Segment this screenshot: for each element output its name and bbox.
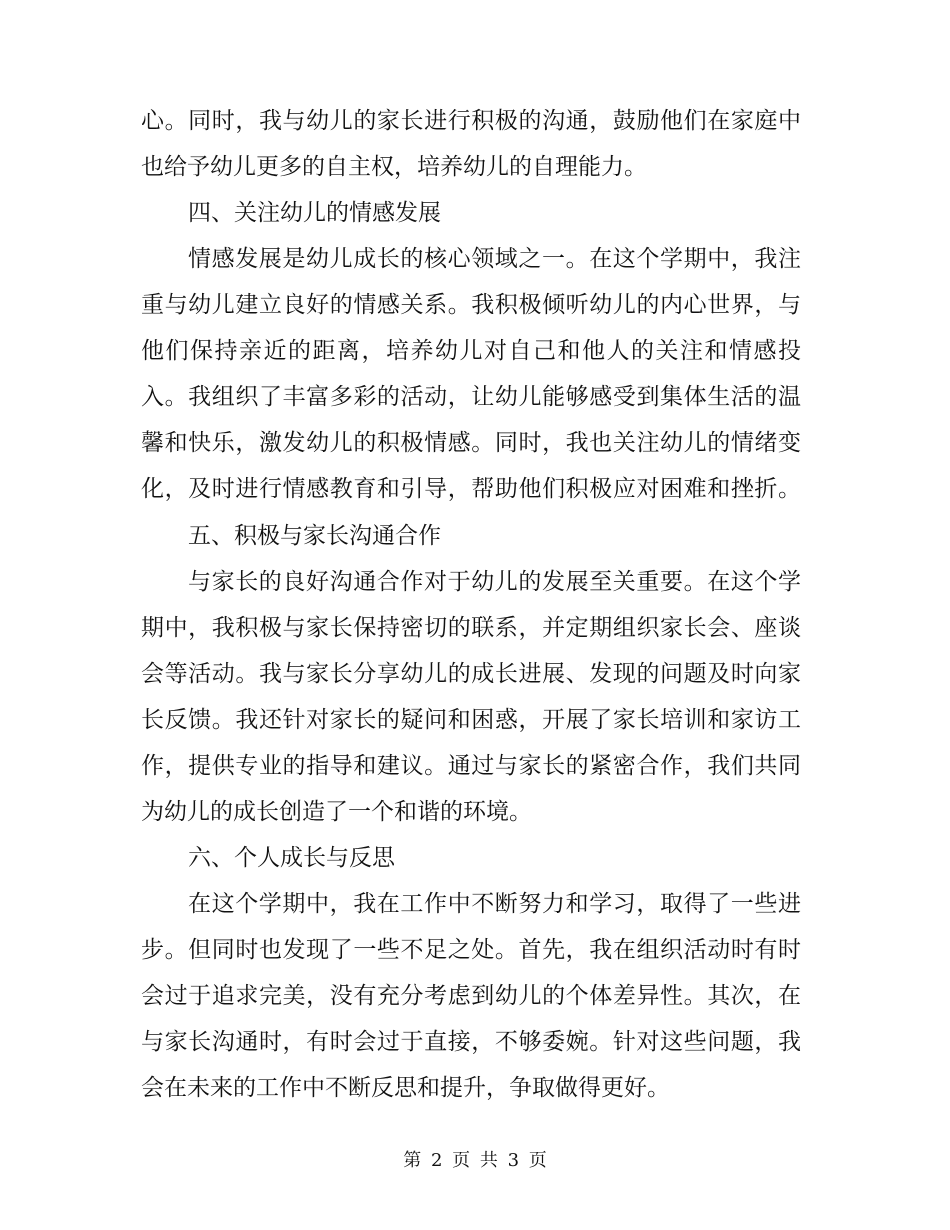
body-text-line: 入。我组织了丰富多彩的活动，让幼儿能够感受到集体生活的温 (141, 384, 801, 410)
body-text-line: 长反馈。我还针对家长的疑问和困惑，开展了家长培训和家访工 (141, 707, 801, 733)
body-text-line: 期中，我积极与家长保持密切的联系，并定期组织家长会、座谈 (141, 615, 801, 641)
section-heading-5: 五、积极与家长沟通合作 (188, 523, 441, 549)
body-text-line: 会过于追求完美，没有充分考虑到幼儿的个体差异性。其次，在 (141, 983, 801, 1009)
body-text-line: 为幼儿的成长创造了一个和谐的环境。 (141, 799, 532, 825)
body-text-line: 与家长的良好沟通合作对于幼儿的发展至关重要。在这个学 (188, 569, 801, 595)
body-text-line: 他们保持亲近的距离，培养幼儿对自己和他人的关注和情感投 (141, 338, 801, 364)
body-text-line: 会在未来的工作中不断反思和提升，争取做得更好。 (141, 1075, 670, 1101)
body-text-line: 会等活动。我与家长分享幼儿的成长进展、发现的问题及时向家 (141, 661, 801, 687)
section-heading-4: 四、关注幼儿的情感发展 (188, 200, 441, 226)
body-text-line: 也给予幼儿更多的自主权，培养幼儿的自理能力。 (141, 154, 647, 180)
section-heading-6: 六、个人成长与反思 (188, 845, 395, 871)
body-text-line: 与家长沟通时，有时会过于直接，不够委婉。针对这些问题，我 (141, 1029, 801, 1055)
body-text-line: 心。同时，我与幼儿的家长进行积极的沟通，鼓励他们在家庭中 (141, 108, 801, 134)
body-text-line: 在这个学期中，我在工作中不断努力和学习，取得了一些进 (188, 891, 801, 917)
body-text-line: 馨和快乐，激发幼儿的积极情感。同时，我也关注幼儿的情绪变 (141, 430, 801, 456)
body-text-line: 作，提供专业的指导和建议。通过与家长的紧密合作，我们共同 (141, 753, 801, 779)
page-number-footer: 第 2 页 共 3 页 (403, 1150, 547, 1171)
body-text-line: 情感发展是幼儿成长的核心领域之一。在这个学期中，我注 (188, 246, 801, 272)
body-text-line: 化，及时进行情感教育和引导，帮助他们积极应对困难和挫折。 (141, 476, 801, 502)
body-text-line: 步。但同时也发现了一些不足之处。首先，我在组织活动时有时 (141, 937, 801, 963)
body-text-line: 重与幼儿建立良好的情感关系。我积极倾听幼儿的内心世界，与 (141, 292, 801, 318)
